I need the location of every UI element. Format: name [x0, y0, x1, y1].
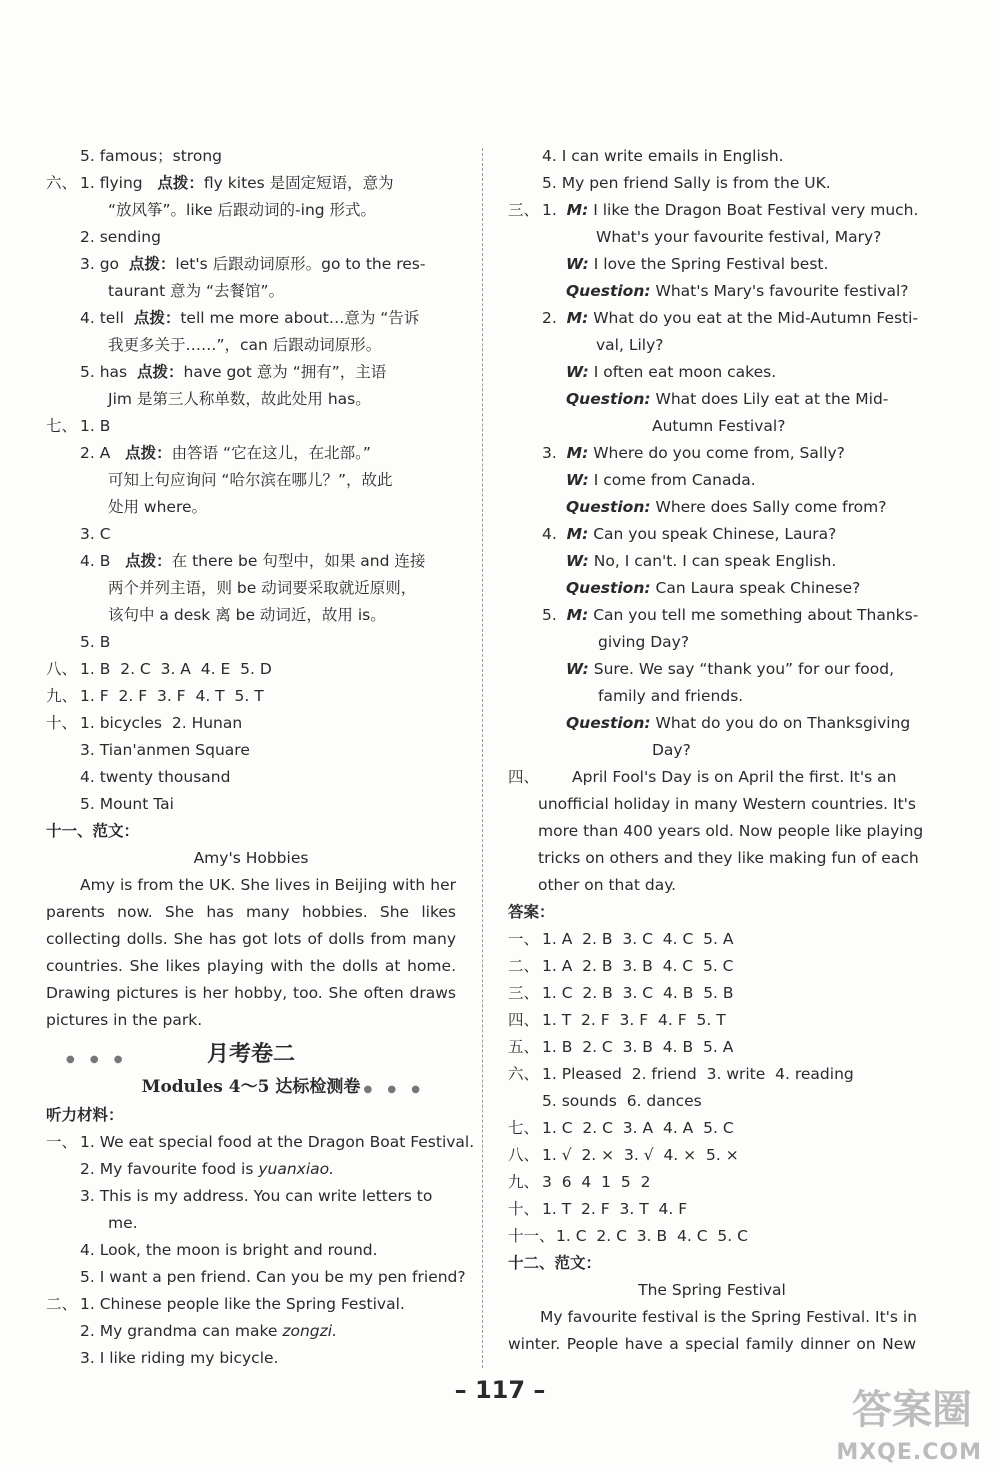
answer-line: 十、 1. bicycles 2. Hunan — [46, 714, 243, 732]
answer-line: 4. twenty thousand — [80, 768, 231, 786]
answer-line: 两个并列主语，则 be 动词要采取就近原则， — [108, 579, 417, 597]
answer-line: 3. Tian'anmen Square — [80, 741, 250, 759]
decorative-dots-icon: ● ● ● — [66, 1054, 129, 1065]
passage-line: unofficial holiday in many Western countries. It's — [538, 795, 916, 813]
essay-line: Drawing pictures is her hobby, too. She often draws — [46, 984, 456, 1002]
answer-line: 十一、范文： — [46, 822, 140, 840]
answer-line: taurant 意为 “去餐馆”。 — [108, 282, 285, 300]
dialogue-line: W: I love the Spring Festival best. — [566, 255, 829, 273]
tip-label: 点拨： — [125, 552, 172, 570]
answer-line: 五、 1. B 2. C 3. B 4. B 5. A — [508, 1038, 734, 1056]
answer-line: 5. sounds 6. dances — [542, 1092, 702, 1110]
answer-line: 可知上句应询问 “哈尔滨在哪儿？”，故此 — [108, 471, 393, 489]
dialogue-line: Question: Where does Sally come from? — [566, 498, 887, 516]
dialogue-line: W: No, I can't. I can speak English. — [566, 552, 837, 570]
dialogue-line: W: I often eat moon cakes. — [566, 363, 777, 381]
tip-label: 点拨： — [136, 363, 184, 381]
dialogue-line: giving Day? — [598, 633, 690, 651]
left-column — [46, 143, 475, 1372]
essay-title: Amy's Hobbies — [193, 849, 309, 867]
listening-line: 5. My pen friend Sally is from the UK. — [542, 174, 831, 192]
essay-line: Amy is from the UK. She lives in Beijing with her — [80, 876, 456, 894]
exam-header — [46, 1038, 456, 1102]
listening-line: me. — [108, 1214, 138, 1232]
page-number: – 117 – — [454, 1376, 546, 1404]
dialogue-line: Question: What do you do on Thanksgiving — [566, 714, 911, 732]
answer-line: 处用 where。 — [108, 498, 208, 516]
passage-line: other on that day. — [538, 876, 677, 894]
decorative-dots-icon: ● ● ● — [363, 1084, 426, 1095]
answer-line: 八、 1. B 2. C 3. A 4. E 5. D — [46, 660, 272, 678]
answer-line: 4. tell 点拨：tell me more about…意为 “告诉 — [80, 309, 420, 327]
exam-title: 月考卷二 — [206, 1042, 295, 1067]
answer-line: 一、 1. A 2. B 3. C 4. C 5. A — [508, 930, 734, 948]
listening-line: 5. I want a pen friend. Can you be my pen friend? — [80, 1268, 466, 1286]
dialogue-line: W: I come from Canada. — [566, 471, 756, 489]
dialogue-line: family and friends. — [598, 687, 744, 705]
dialogue-line: 3. M: Where do you come from, Sally? — [542, 444, 845, 462]
answer-line: Jim 是第三人称单数，故此处用 has。 — [108, 390, 371, 408]
watermark-logo — [812, 1385, 982, 1465]
essay-line: My favourite festival is the Spring Festival. It's in — [540, 1308, 918, 1326]
listening-line: 4. Look, the moon is bright and round. — [80, 1241, 378, 1259]
answer-line: 5. B — [80, 633, 111, 651]
listening-line: 4. I can write emails in English. — [542, 147, 784, 165]
answer-line: 八、 1. √ 2. × 3. √ 4. × 5. × — [508, 1146, 739, 1164]
section-label: 十二、范文： — [508, 1254, 602, 1272]
dialogue-line: 2. M: What do you eat at the Mid-Autumn Festi- — [542, 309, 919, 327]
tip-label: 点拨： — [128, 255, 176, 273]
answer-line: 七、 1. C 2. C 3. A 4. A 5. C — [508, 1119, 734, 1137]
answer-line: 3. go 点拨：let's 后跟动词原形。go to the res- — [80, 255, 426, 273]
watermark-text: 答案圈 — [852, 1387, 972, 1433]
listening-line: 3. I like riding my bicycle. — [80, 1349, 279, 1367]
dialogue-line: 三、 1. M: I like the Dragon Boat Festival very much. — [508, 201, 919, 219]
answer-line: 5. famous；strong — [80, 147, 222, 165]
dialogue-line: 5. M: Can you tell me something about Thanks- — [542, 606, 919, 624]
answer-line: 2. sending — [80, 228, 161, 246]
dialogue-line: val, Lily? — [596, 336, 664, 354]
essay-line: collecting dolls. She has got lots of dolls from many — [46, 930, 456, 948]
answer-line: 十、 1. T 2. F 3. T 4. F — [508, 1200, 688, 1218]
section-label: 听力材料： — [46, 1106, 124, 1124]
listening-line: 一、 1. We eat special food at the Dragon Boat Festival. — [46, 1133, 475, 1151]
dialogue-line: Autumn Festival? — [652, 417, 786, 435]
answer-line: 七、 1. B — [46, 417, 111, 435]
answer-line: 二、 1. A 2. B 3. B 4. C 5. C — [508, 957, 734, 975]
tip-label: 点拨： — [133, 309, 181, 327]
column-divider — [482, 148, 483, 1368]
listening-line: 2. My favourite food is yuanxiao. — [80, 1160, 335, 1178]
passage-line: tricks on others and they like making fun of each — [538, 849, 919, 867]
right-column — [508, 143, 924, 1358]
answer-line: 5. Mount Tai — [80, 795, 174, 813]
answer-line: 我更多关于……”，can 后跟动词原形。 — [108, 336, 382, 354]
listening-line: 2. My grandma can make zongzi. — [80, 1322, 338, 1340]
answer-line: 5. has 点拨：have got 意为 “拥有”，主语 — [80, 363, 387, 381]
dialogue-line: Day? — [652, 741, 691, 759]
dialogue-line: W: Sure. We say “thank you” for our food, — [566, 660, 895, 678]
answer-line: 3. C — [80, 525, 111, 543]
essay-title: The Spring Festival — [638, 1281, 786, 1299]
dialogue-line: Question: What does Lily eat at the Mid- — [566, 390, 889, 408]
tip-label: 点拨： — [125, 444, 172, 462]
passage-line: more than 400 years old. Now people like playing — [538, 822, 924, 840]
passage-line: 四、 April Fool's Day is on April the first. It's an — [508, 768, 897, 786]
answer-line: 该句中 a desk 离 be 动词近，故用 is。 — [108, 606, 386, 624]
answer-line: 六、 1. Pleased 2. friend 3. write 4. reading — [508, 1065, 854, 1083]
answer-line: 四、 1. T 2. F 3. F 4. F 5. T — [508, 1011, 726, 1029]
essay-line: winter. People have a special family dinner on New — [508, 1335, 916, 1353]
watermark-site: MXQE.COM — [836, 1440, 982, 1465]
listening-line: 二、 1. Chinese people like the Spring Festival. — [46, 1295, 405, 1313]
dialogue-line: 4. M: Can you speak Chinese, Laura? — [542, 525, 837, 543]
answer-line: 三、 1. C 2. B 3. C 4. B 5. B — [508, 984, 734, 1002]
answer-line: 2. A 点拨：由答语 “它在这儿，在北部。” — [80, 444, 371, 462]
answer-line: “放风筝”。like 后跟动词的-ing 形式。 — [108, 201, 377, 219]
essay-line: pictures in the park. — [46, 1011, 203, 1029]
answer-line: 九、 3 6 4 1 5 2 — [508, 1173, 651, 1191]
essay-line: countries. She likes playing with the dolls at home. — [46, 957, 456, 975]
module-title: Modules 4～5 达标检测卷 — [141, 1077, 361, 1097]
essay-line: parents now. She has many hobbies. She likes — [46, 903, 456, 921]
answer-line: 十一、1. C 2. C 3. B 4. C 5. C — [508, 1227, 748, 1245]
dialogue-line: Question: What's Mary's favourite festival? — [566, 282, 909, 300]
answer-line: 九、 1. F 2. F 3. F 4. T 5. T — [46, 687, 264, 705]
dialogue-line: Question: Can Laura speak Chinese? — [566, 579, 861, 597]
listening-line: 3. This is my address. You can write letters to — [80, 1187, 433, 1205]
dialogue-line: What's your favourite festival, Mary? — [596, 228, 882, 246]
section-label: 答案： — [508, 903, 555, 921]
answer-line: 六、 1. flying 点拨：fly kites 是固定短语，意为 — [46, 174, 394, 192]
tip-label: 点拨： — [157, 174, 204, 192]
answer-line: 4. B 点拨：在 there be 句型中，如果 and 连接 — [80, 552, 426, 570]
